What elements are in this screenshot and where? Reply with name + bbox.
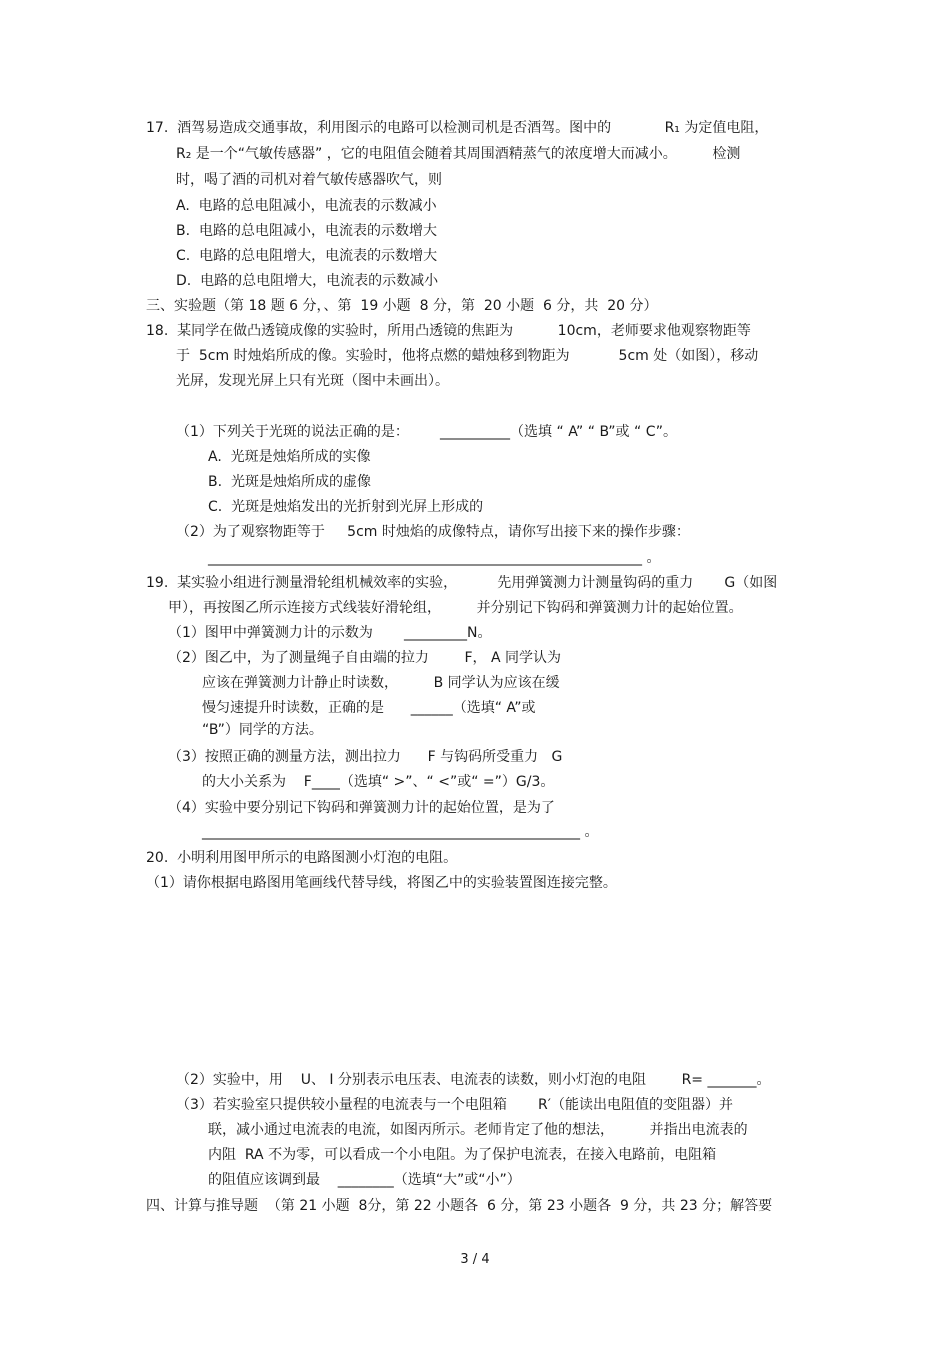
q20-sub1: （1）请你根据电路图用笔画线代替导线，将图乙中的实验装置图连接完整。 bbox=[146, 875, 617, 891]
q18-sub2: （2）为了观察物距等于 5cm 时烛焰的成像特点，请你写出接下来的操作步骤： bbox=[176, 524, 690, 540]
q17-option-c: C. 电路的总电阻增大，电流表的示数增大 bbox=[176, 248, 438, 264]
q20-line1: 20. 小明利用图甲所示的电路图测小灯泡的电阻。 bbox=[146, 850, 458, 866]
q19-sub3-line2: 的大小关系为 F____（选填“ >”、“ <”或“ =”）G/3。 bbox=[202, 774, 555, 790]
q17-option-a: A. 电路的总电阻减小，电流表的示数减小 bbox=[176, 198, 437, 214]
q20-sub3-line4: 的阻值应该调到最 ________（选填“大”或“小”） bbox=[208, 1172, 521, 1188]
q19-sub2-line3: 慢匀速提升时读数，正确的是 ______（选填“ A”或 bbox=[202, 700, 536, 716]
q19-sub3-line1: （3）按照正确的测量方法，测出拉力 F 与钩码所受重力 G bbox=[168, 749, 563, 765]
q19-line2: 甲），再按图乙所示连接方式线装好滑轮组， 并分别记下钩码和弹簧测力计的起始位置。 bbox=[168, 600, 743, 616]
q18-line3: 光屏，发现光屏上只有光斑（图中未画出）。 bbox=[176, 373, 449, 389]
q19-line1: 19. 某实验小组进行测量滑轮组机械效率的实验， 先用弹簧测力计测量钩码的重力 G（如图 bbox=[146, 575, 778, 591]
q19-sub2-line4: “B”）同学的方法。 bbox=[202, 722, 323, 738]
q17-option-b: B. 电路的总电阻减小，电流表的示数增大 bbox=[176, 223, 437, 239]
q18-sub1-option-b: B. 光斑是烛焰所成的虚像 bbox=[208, 474, 371, 490]
q17-line3: 时，喝了酒的司机对着气敏传感器吹气，则 bbox=[176, 172, 442, 188]
q17-line2: R₂ 是一个“气敏传感器” ，它的电阻值会随着其周围酒精蒸气的浓度增大而减小。 检测 bbox=[176, 146, 741, 162]
q19-sub2-line1: （2）图乙中，为了测量绳子自由端的拉力 F， A 同学认为 bbox=[168, 650, 562, 666]
q18-line1: 18. 某同学在做凸透镜成像的实验时，所用凸透镜的焦距为 10cm，老师要求他观察物距等 bbox=[146, 323, 751, 339]
q18-sub1-option-c: C. 光斑是烛焰发出的光折射到光屏上形成的 bbox=[208, 499, 484, 515]
q18-sub2-answer-line: ______________________________________________________________ 。 bbox=[208, 550, 661, 566]
q17-option-d: D. 电路的总电阻增大，电流表的示数减小 bbox=[176, 273, 439, 289]
section-4-heading: 四、计算与推导题 （第 21 小题 8分，第 22 小题各 6 分，第 23 小题各 9 分，共 23 分；解答要 bbox=[146, 1198, 773, 1214]
q20-sub3-line3: 内阻 RA 不为零，可以看成一个小电阻。为了保护电流表，在接入电路前，电阻箱 bbox=[208, 1147, 717, 1163]
q20-sub3-line2: 联，减小通过电流表的电流，如图丙所示。老师肯定了他的想法， 并指出电流表的 bbox=[208, 1122, 748, 1138]
q19-sub4-answer-line: ______________________________________________________ 。 bbox=[202, 824, 599, 840]
page-number: 3 / 4 bbox=[460, 1252, 490, 1267]
q19-sub4-line1: （4）实验中要分别记下钩码和弹簧测力计的起始位置，是为了 bbox=[168, 800, 555, 816]
q19-sub2-line2: 应该在弹簧测力计静止时读数， B 同学认为应该在缓 bbox=[202, 675, 560, 691]
q18-line2: 于 5cm 时烛焰所成的像。实验时，他将点燃的蜡烛移到物距为 5cm 处（如图），移动 bbox=[176, 348, 759, 364]
section-3-heading: 三、实验题（第 18 题 6 分，、第 19 小题 8 分，第 20 小题 6 分，共 20 分） bbox=[146, 298, 658, 314]
q17-line1: 17. 酒驾易造成交通事故，利用图示的电路可以检测司机是否酒驾。图中的 R₁ 为定值电阻， bbox=[146, 120, 769, 136]
q18-sub1-option-a: A. 光斑是烛焰所成的实像 bbox=[208, 449, 371, 465]
q20-sub3-line1: （3）若实验室只提供较小量程的电流表与一个电阻箱 R′（能读出电阻值的变阻器）并 bbox=[176, 1097, 733, 1113]
q19-sub1: （1）图甲中弹簧测力计的示数为 _________N。 bbox=[168, 625, 492, 641]
q20-sub2: （2）实验中，用 U、 I 分别表示电压表、电流表的读数，则小灯泡的电阻 R= _______。 bbox=[176, 1072, 771, 1088]
q18-sub1: （1）下列关于光斑的说法正确的是： __________（选填 “ A” “ B”或 “ C”。 bbox=[176, 424, 677, 440]
